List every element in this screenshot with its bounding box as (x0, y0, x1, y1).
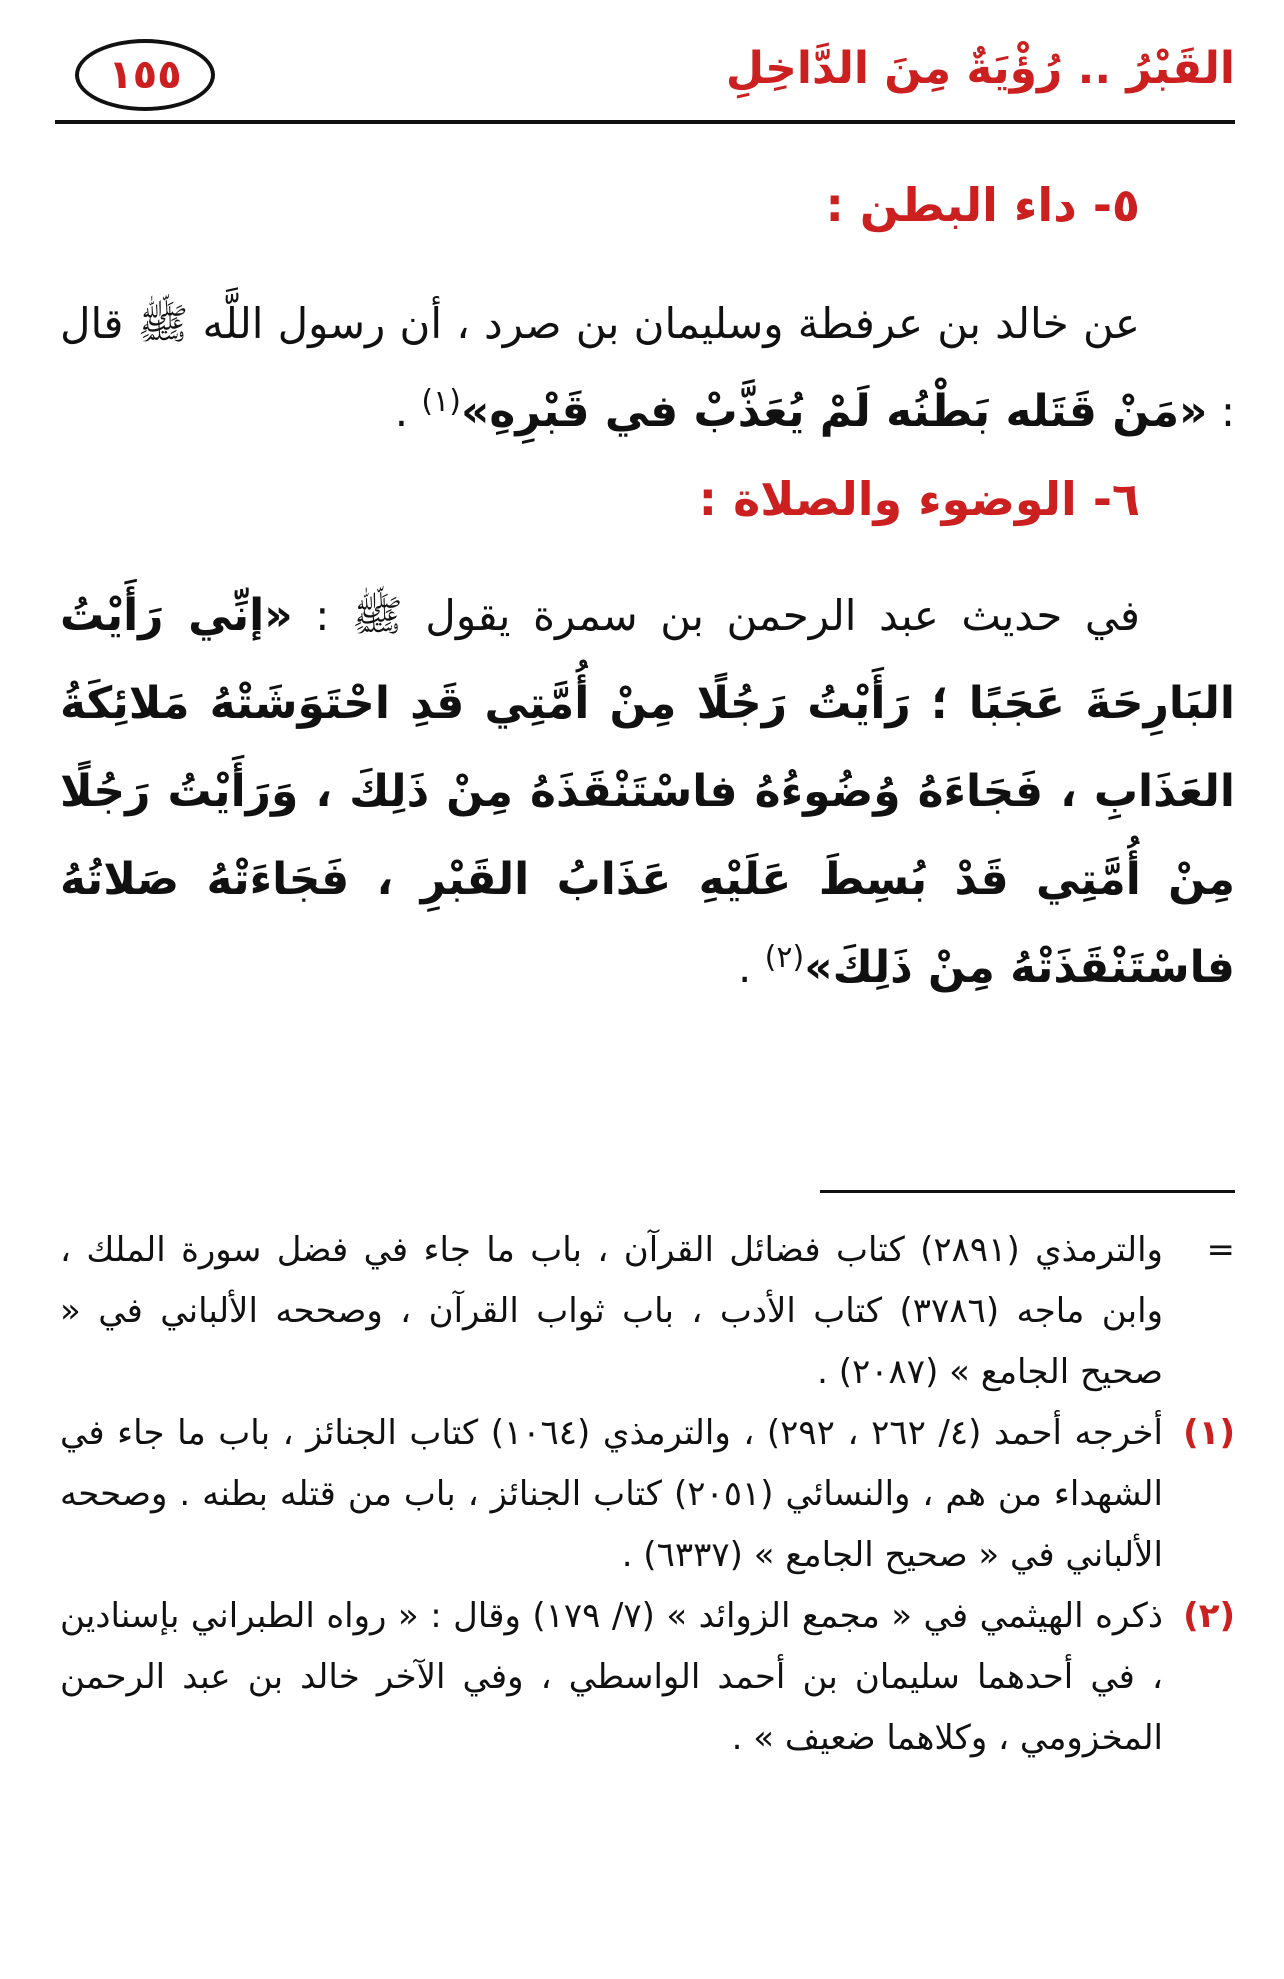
footnotes (60, 1220, 1235, 1769)
footnote-2 (60, 1586, 1235, 1769)
footnote-1 (60, 1403, 1235, 1586)
hadith-quote: «إنِّي رَأَيْتُ البَارِحَةَ عَجَبًا ؛ رَأَيْتُ رَجُلًا مِنْ أُمَّتِي قَدِ احْتَوَشَتْهُ مَلائِكَةُ العَذَابِ ، فَجَاءَهُ وُضُوءُهُ فاسْتَنْقَذَهُ مِنْ ذَلِكَ ، وَرَأَيْتُ رَجُلًا مِنْ أُمَّتِي قَدْ بُسِطَ عَلَيْهِ عَذَابُ القَبْرِ ، فَجَاءَتْهُ صَلاتُهُ فاسْتَنْقَذَتْهُ مِنْ ذَلِكَ» (60, 590, 1235, 993)
paragraph-end: . (737, 943, 765, 992)
page-header (55, 35, 1235, 125)
footnote-number: (١) (1183, 1413, 1235, 1453)
paragraph-text: عن خالد بن عرفطة وسليمان بن صرد ، أن رسول اللَّه ﷺ قال : (60, 299, 1235, 436)
hadith-quote: «مَنْ قَتَله بَطْنُه لَمْ يُعَذَّبْ في قَبْرِهِ» (460, 386, 1208, 437)
section-heading-5: ٥- داء البطن : (825, 178, 1140, 232)
continuation-mark: = (1206, 1230, 1235, 1270)
footnote-ref-2[interactable]: (٢) (764, 940, 805, 975)
main-content (60, 170, 1235, 1012)
page-number: ١٥٥ (75, 39, 215, 111)
section-heading-6: ٦- الوضوء والصلاة : (698, 472, 1140, 526)
paragraph-end: . (394, 387, 422, 436)
section-paragraph-6 (60, 572, 1235, 1012)
footnote-continuation (60, 1220, 1235, 1403)
running-title: القَبْرُ .. رُؤْيَةٌ مِنَ الدَّاخِلِ (725, 43, 1235, 94)
header-rule (55, 120, 1235, 124)
paragraph-text: في حديث عبد الرحمن بن سمرة يقول ﷺ : (292, 591, 1140, 640)
footnote-ref-1[interactable]: (١) (421, 384, 461, 419)
footnote-number: (٢) (1183, 1596, 1235, 1636)
section-paragraph-5 (60, 280, 1235, 456)
footnote-text: ذكره الهيثمي في « مجمع الزوائد » (٧/ ١٧٩) وقال : « رواه الطبراني بإسنادين ، في أحدهما سليمان بن أحمد الواسطي ، وفي الآخر خالد بن عبد الرحمن المخزومي ، وكلاهما ضعيف » . (60, 1596, 1163, 1758)
footnote-text: أخرجه أحمد (٤/ ٢٦٢ ، ٢٩٢) ، والترمذي (١٠٦٤) كتاب الجنائز ، باب ما جاء في الشهداء من هم ، والنسائي (٢٠٥١) كتاب الجنائز ، باب من قتله بطنه . وصححه الألباني في « صحيح الجامع » (٦٣٣٧) . (60, 1413, 1163, 1575)
footnote-text: والترمذي (٢٨٩١) كتاب فضائل القرآن ، باب ما جاء في فضل سورة الملك ، وابن ماجه (٣٧٨٦) كتاب الأدب ، باب ثواب القرآن ، وصححه الألباني في « صحيح الجامع » (٢٠٨٧) . (60, 1230, 1163, 1392)
footnote-separator (820, 1190, 1235, 1193)
